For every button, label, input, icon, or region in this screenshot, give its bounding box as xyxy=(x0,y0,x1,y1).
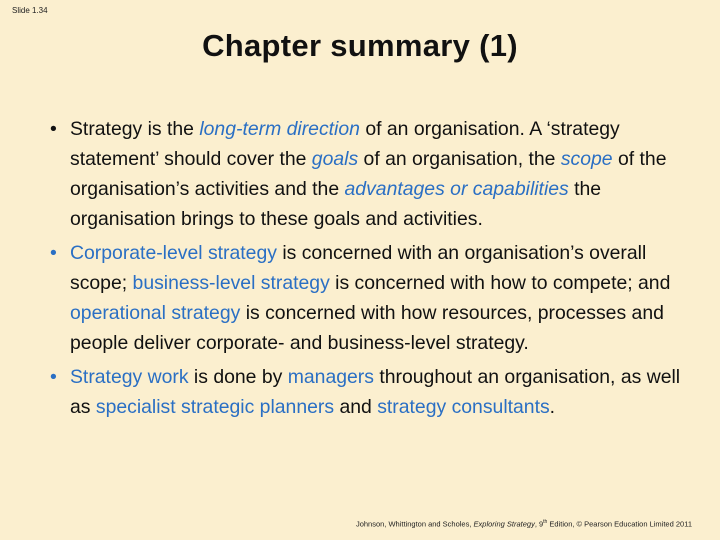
bullet-text: . xyxy=(549,396,556,418)
highlighted-term: business-level strategy xyxy=(132,272,330,294)
highlighted-term: Strategy work xyxy=(70,366,189,388)
bullet-dot-icon: • xyxy=(50,366,57,388)
bullet-text: the organisation brings to these goals and activities. xyxy=(70,178,602,230)
bullet-item xyxy=(50,238,698,358)
bullet-dot-icon: • xyxy=(50,118,57,140)
bullet-list xyxy=(50,114,698,422)
highlighted-term: strategy consultants xyxy=(377,396,550,418)
bullet-item xyxy=(50,362,698,422)
highlighted-term: goals xyxy=(311,148,359,170)
footer-edition-sup: th xyxy=(543,519,548,525)
footer-book-title: Exploring Strategy xyxy=(473,519,535,529)
bullet-item xyxy=(50,114,698,234)
bullet-text: of an organisation. A ‘strategy statement’ should cover the xyxy=(70,118,620,170)
bullet-text: Strategy is the xyxy=(70,118,200,140)
bullet-text: and xyxy=(334,396,378,418)
slide-number: Slide 1.34 xyxy=(12,6,48,15)
slide-title: Chapter summary (1) xyxy=(202,28,518,63)
highlighted-term: long-term direction xyxy=(199,118,360,140)
highlighted-term: managers xyxy=(287,366,374,388)
footer-suffix: Edition, © Pearson Education Limited 2011 xyxy=(547,519,692,529)
bullet-text: throughout an organisation, as well as xyxy=(70,366,681,418)
bullet-text: is done by xyxy=(188,366,288,388)
highlighted-term: advantages or capabilities xyxy=(344,178,569,200)
bullet-text: is concerned with how resources, processes and people deliver corporate- and business-level strategy. xyxy=(70,302,664,354)
highlighted-term: Corporate-level strategy xyxy=(70,242,277,264)
highlighted-term: operational strategy xyxy=(70,302,241,324)
footer-edition-num: , 9 xyxy=(534,519,544,529)
highlighted-term: specialist strategic planners xyxy=(95,396,335,418)
bullet-text: of an organisation, the xyxy=(358,148,561,170)
footer-prefix: Johnson, Whittington and Scholes, xyxy=(355,519,474,529)
footer-citation xyxy=(356,519,692,529)
bullet-text: of the organisation’s activities and the xyxy=(70,148,667,200)
bullet-dot-icon: • xyxy=(50,242,57,264)
highlighted-term: scope xyxy=(560,148,613,170)
bullet-text: is concerned with how to compete; and xyxy=(329,272,671,294)
bullet-text: is concerned with an organisation’s overall scope; xyxy=(70,242,647,294)
